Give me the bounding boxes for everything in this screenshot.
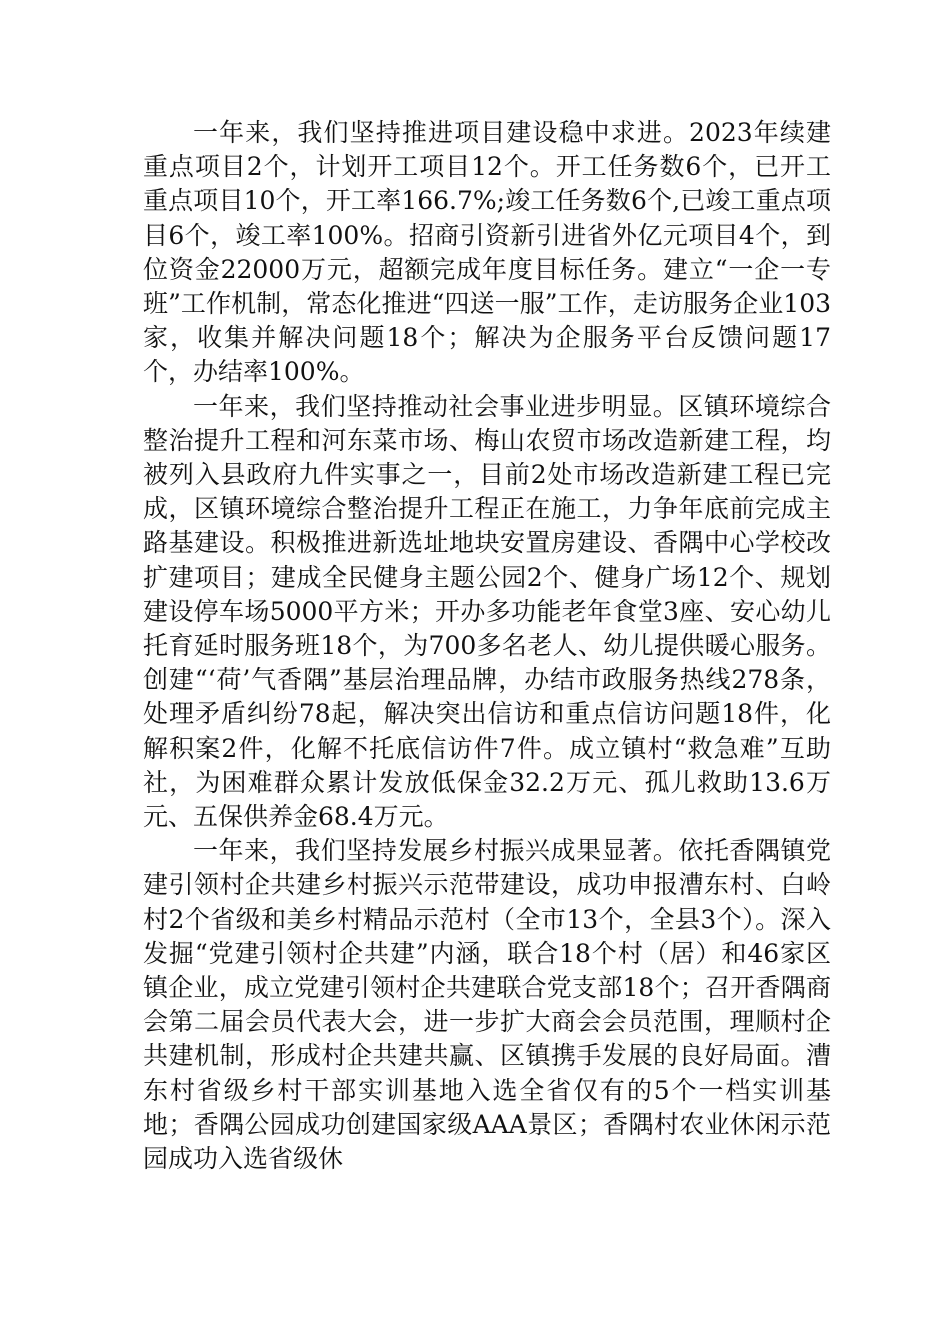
paragraph-project-construction: 一年来，我们坚持推进项目建设稳中求进。2023年续建重点项目2个，计划开工项目12个。开工任务数6个，已开工重点项目10个，开工率166.7%;竣工任务数6个,已竣工重点项目6个，竣工率100%。招商引资新引进省外亿元项目4个，到位资金22000万元，超额完成年度目标任务。建立“一企一专班”工作机制，常态化推进“四送一服”工作，走访服务企业103家，收集并解决问题18个；解决为企服务平台反馈问题17个，办结率100%。 — [143, 118, 832, 387]
document-body — [143, 116, 831, 1176]
paragraph-rural-revitalization: 一年来，我们坚持发展乡村振兴成果显著。依托香隅镇党建引领村企共建乡村振兴示范带建设，成功申报漕东村、白岭村2个省级和美乡村精品示范村（全市13个，全县3个）。深入发掘“党建引领村企共建”内涵，联合18个村（居）和46家区镇企业，成立党建引领村企共建联合党支部18个；召开香隅商会第二届会员代表大会，进一步扩大商会会员范围，理顺村企共建机制，形成村企共建共赢、区镇携手发展的良好局面。漕东村省级乡村干部实训基地入选全省仅有的5个一档实训基地；香隅公园成功创建国家级AAA景区；香隅村农业休闲示范园成功入选省级休 — [143, 836, 831, 1174]
paragraph-social-affairs: 一年来，我们坚持推动社会事业进步明显。区镇环境综合整治提升工程和河东菜市场、梅山农贸市场改造新建工程，均被列入县政府九件实事之一，目前2处市场改造新建工程已完成，区镇环境综合整治提升工程正在施工，力争年底前完成主路基建设。积极推进新选址地块安置房建设、香隅中心学校改扩建项目；建成全民健身主题公园2个、健身广场12个、规划建设停车场5000平方米；开办多功能老年食堂3座、安心幼儿托育延时服务班18个，为700多名老人、幼儿提供暖心服务。创建“‘荷’气香隅”基层治理品牌，办结市政服务热线278条，处理矛盾纠纷78起，解决突出信访和重点信访问题18件，化解积案2件，化解不托底信访件7件。成立镇村“救急难”互助社，为困难群众累计发放低保金32.2万元、孤儿救助13.6万元、五保供养金68.4万元。 — [143, 391, 831, 832]
